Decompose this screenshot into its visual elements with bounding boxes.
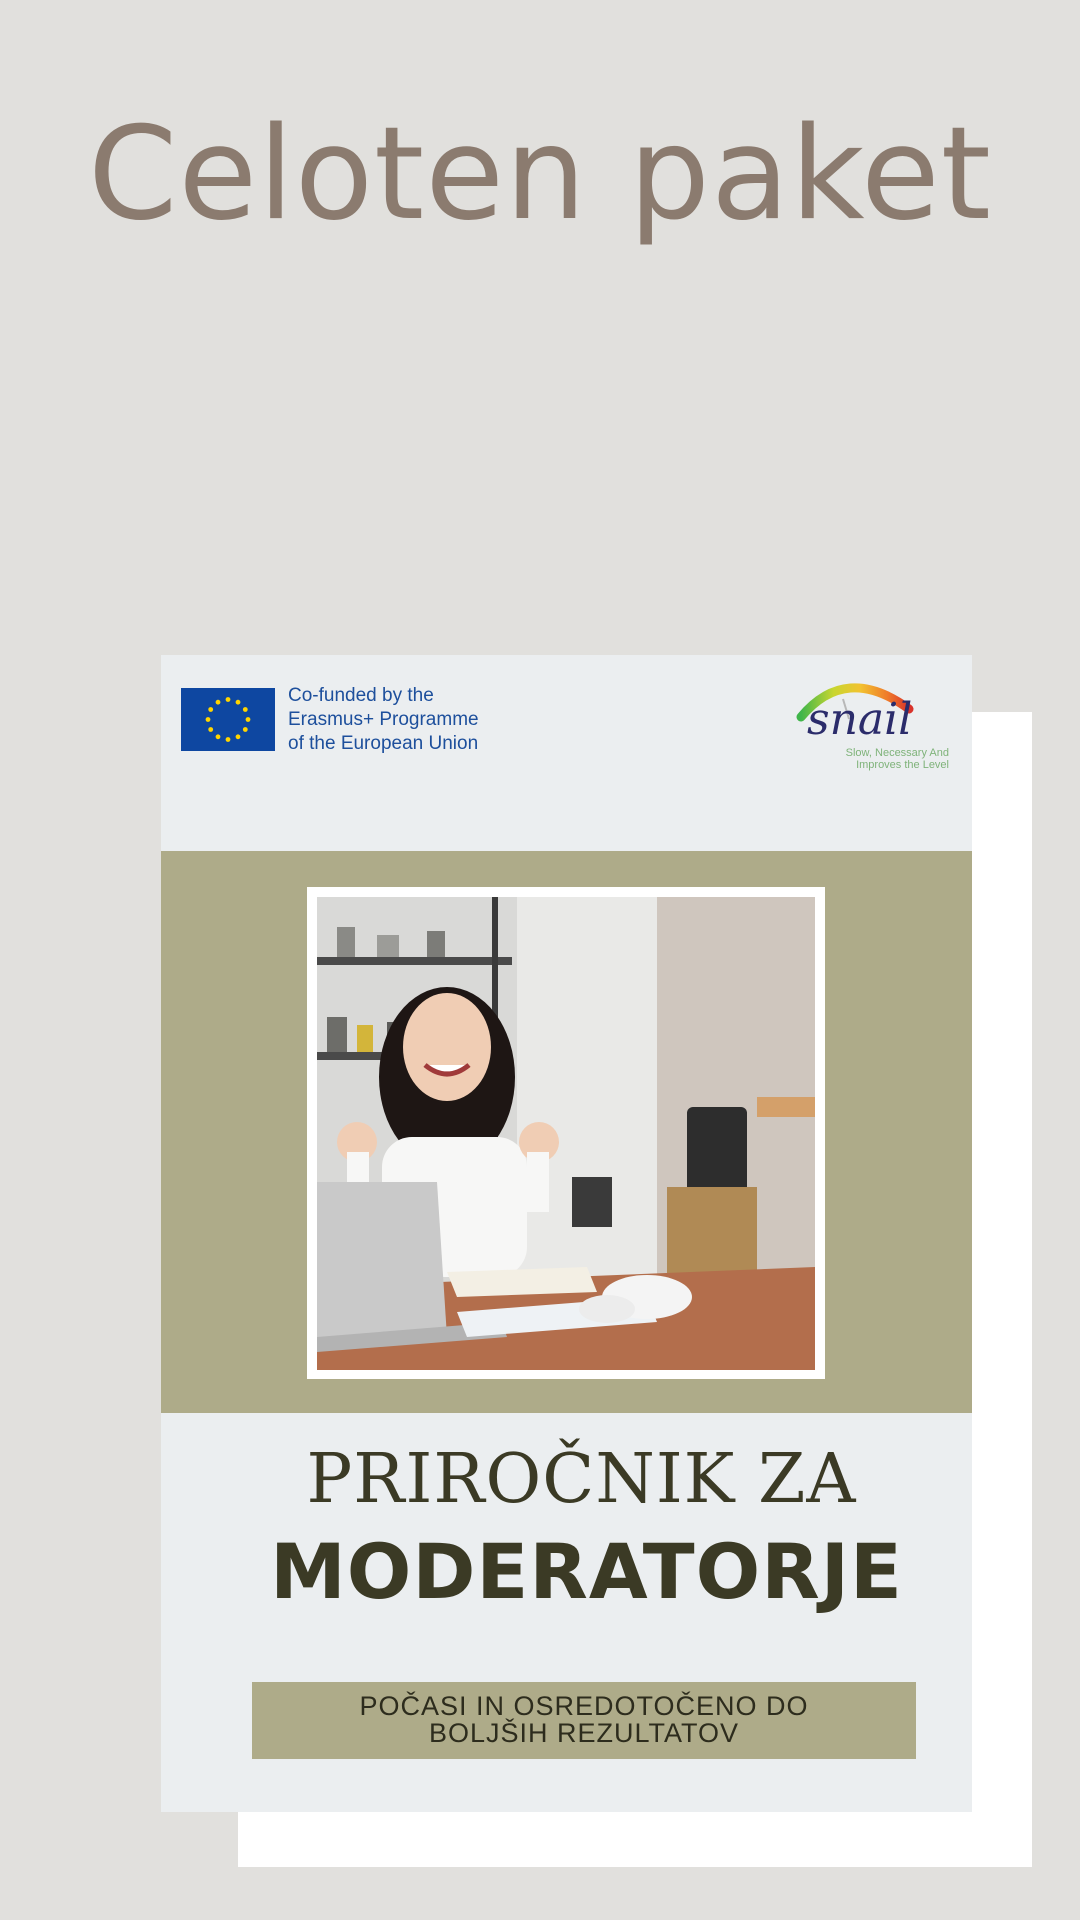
eu-star-icon	[206, 717, 211, 722]
eu-star-icon	[246, 717, 251, 722]
eu-flag-icon	[181, 688, 275, 751]
cover-photo-woman-celebrating	[317, 897, 815, 1370]
page-title: Celoten paket	[88, 100, 992, 249]
snail-logo-tagline	[809, 747, 949, 771]
eu-star-icon	[226, 737, 231, 742]
eu-star-icon	[226, 697, 231, 702]
cover-title-line-2: MODERATORJE	[270, 1527, 903, 1616]
cover-subtitle-line-2: BOLJŠIH REZULTATOV	[428, 1718, 740, 1748]
snail-logo	[791, 669, 951, 779]
snail-tagline-line-2: Improves the Level	[856, 759, 949, 771]
photo-band	[161, 851, 972, 1413]
eu-star-icon	[208, 707, 213, 712]
cover-subtitle-box	[252, 1682, 916, 1759]
eu-star-icon	[216, 700, 221, 705]
photo-frame	[307, 887, 825, 1379]
eu-funding-line-1: Co-funded by the	[288, 685, 434, 706]
handbook-cover[interactable]	[161, 655, 972, 1812]
cover-header	[161, 655, 972, 851]
eu-star-icon	[216, 734, 221, 739]
eu-funding-line-2: Erasmus+ Programme	[288, 709, 479, 730]
eu-star-icon	[236, 700, 241, 705]
eu-star-icon	[208, 727, 213, 732]
eu-star-icon	[243, 707, 248, 712]
eu-star-icon	[243, 727, 248, 732]
cover-subtitle-line-1: POČASI IN OSREDOTOČENO DO	[359, 1691, 809, 1721]
eu-star-icon	[236, 734, 241, 739]
snail-tagline-line-1: Slow, Necessary And	[845, 747, 949, 759]
eu-funding-text	[288, 684, 479, 756]
snail-logo-word: snail	[807, 694, 913, 745]
eu-funding-line-3: of the European Union	[288, 733, 479, 754]
cover-title-line-1: PRIROČNIK ZA	[306, 1440, 857, 1519]
